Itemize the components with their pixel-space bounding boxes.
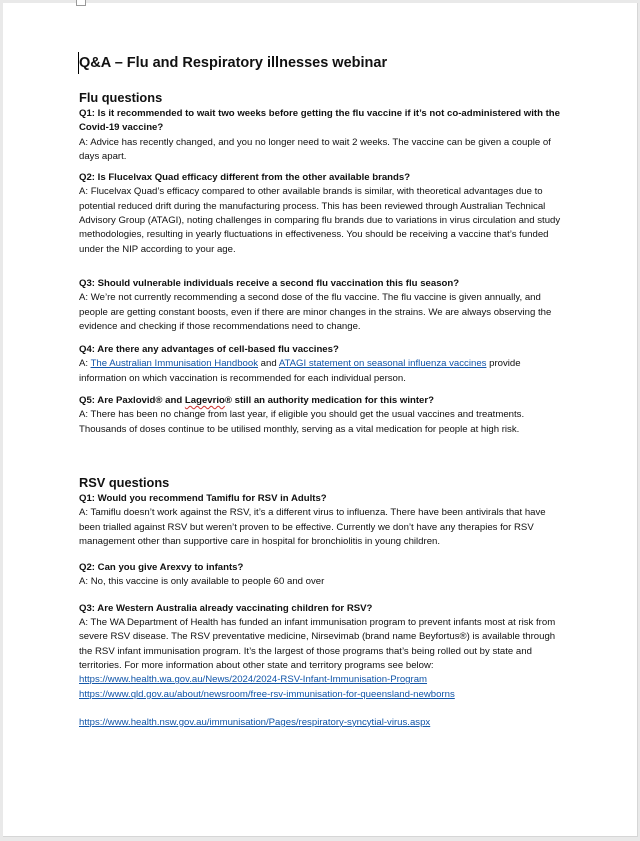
rsv-question-2: Q2: Can you give Arexvy to infants? [79, 562, 244, 574]
rsv-question-1: Q1: Would you recommend Tamiflu for RSV in Adults? [79, 492, 327, 504]
rsv-question-3: Q3: Are Western Australia already vaccinating children for RSV? [79, 602, 373, 614]
spelling-flagged-word[interactable]: Lagevrio [184, 395, 225, 407]
wa-health-rsv-link[interactable]: https://www.health.wa.gov.au/News/2024/2024-RSV-Infant-Immunisation-Program [79, 674, 428, 686]
flu-answer-4 [79, 357, 565, 386]
flu-section-heading: Flu questions [79, 90, 163, 105]
flu-answer-3: A: We’re not currently recommending a second dose of the flu vaccine. The flu vaccine is given annually, and people are getting constant boosts, even if there are minor changes in the strains. We are always observing the evidence and checking if those recommendations need to change. [79, 292, 552, 332]
flu-question-3: Q3: Should vulnerable individuals receive a second flu vaccination this flu season? [79, 277, 460, 289]
flu-question-1: Q1: Is it recommended to wait two weeks before getting the flu vaccine if it’s not co-administered with the Covid-19 vaccine? [79, 108, 561, 134]
rsv-answer-1: A: Tamiflu doesn’t work against the RSV, it’s a different virus to influenza. There have been antivirals that have been trialled against RSV but weren’t proven to be effective. Currently we don’t have any therapies for RSV management other than supportive care in hospital for bronchiolitis in young children. [79, 507, 546, 547]
flu-question-5-part1: Q5: Are Paxlovid® and [79, 395, 185, 407]
flu-answer-4-prefix: A: [79, 358, 91, 370]
flu-answer-2: A: Flucelvax Quad’s efficacy compared to other available brands is similar, with theoretical advantages due to potential reduced drift during the manufacturing process. This has been reviewed through Australian Technical Advisory Group (ATAGI), noting challenges in comparing flu brands due to variations in virus circulation and study methodologies, resulting in yearly fluctuations in effectiveness. You should be receiving a vaccine that’s funded under the NIP according to your age. [79, 186, 561, 255]
rsv-answer-3: A: The WA Department of Health has funded an infant immunisation program to prevent infants most at risk from severe RSV disease. The RSV preventative medicine, Nirsevimab (brand name Beyfortus®) is available through the RSV infant immunisation program. It’s the largest of those programs that’s being rolled out by state and territories. For more information about other state and territory programs see below: [79, 617, 556, 671]
flu-question-5 [79, 394, 565, 408]
document-page[interactable] [3, 3, 638, 837]
document-title: Q&A – Flu and Respiratory illnesses webinar [78, 52, 565, 74]
atagi-statement-link[interactable]: ATAGI statement on seasonal influenza vaccines [278, 358, 487, 370]
flu-answer-4-and: and [258, 358, 279, 370]
flu-answer-1: A: Advice has recently changed, and you no longer need to wait 2 weeks. The vaccine can be given a couple of days apart. [79, 136, 551, 162]
flu-answer-4-suffix: provide information on which vaccination is recommended for each individual person. [79, 358, 521, 384]
rsv-section-heading: RSV questions [79, 474, 170, 490]
document-body[interactable] [79, 52, 565, 730]
page-corner-marker [76, 0, 86, 6]
immunisation-handbook-link[interactable]: The Australian Immunisation Handbook [90, 358, 259, 370]
qld-rsv-link[interactable]: https://www.qld.gov.au/about/newsroom/free-rsv-immunisation-for-queensland-newborns [79, 688, 455, 700]
flu-question-5-part2: ® still an authority medication for this winter? [224, 395, 434, 407]
flu-answer-5: A: There has been no change from last year, if eligible you should get the usual vaccines and treatments. Thousands of doses continue to be utilised monthly, serving as a vital medication for people at high risk. [79, 409, 525, 435]
flu-question-2: Q2: Is Flucelvax Quad efficacy different from the other available brands? [79, 172, 411, 184]
flu-question-4: Q4: Are there any advantages of cell-based flu vaccines? [79, 344, 339, 356]
nsw-health-rsv-link[interactable]: https://www.health.nsw.gov.au/immunisation/Pages/respiratory-syncytial-virus.aspx [79, 716, 431, 728]
rsv-answer-2: A: No, this vaccine is only available to people 60 and over [79, 576, 325, 588]
